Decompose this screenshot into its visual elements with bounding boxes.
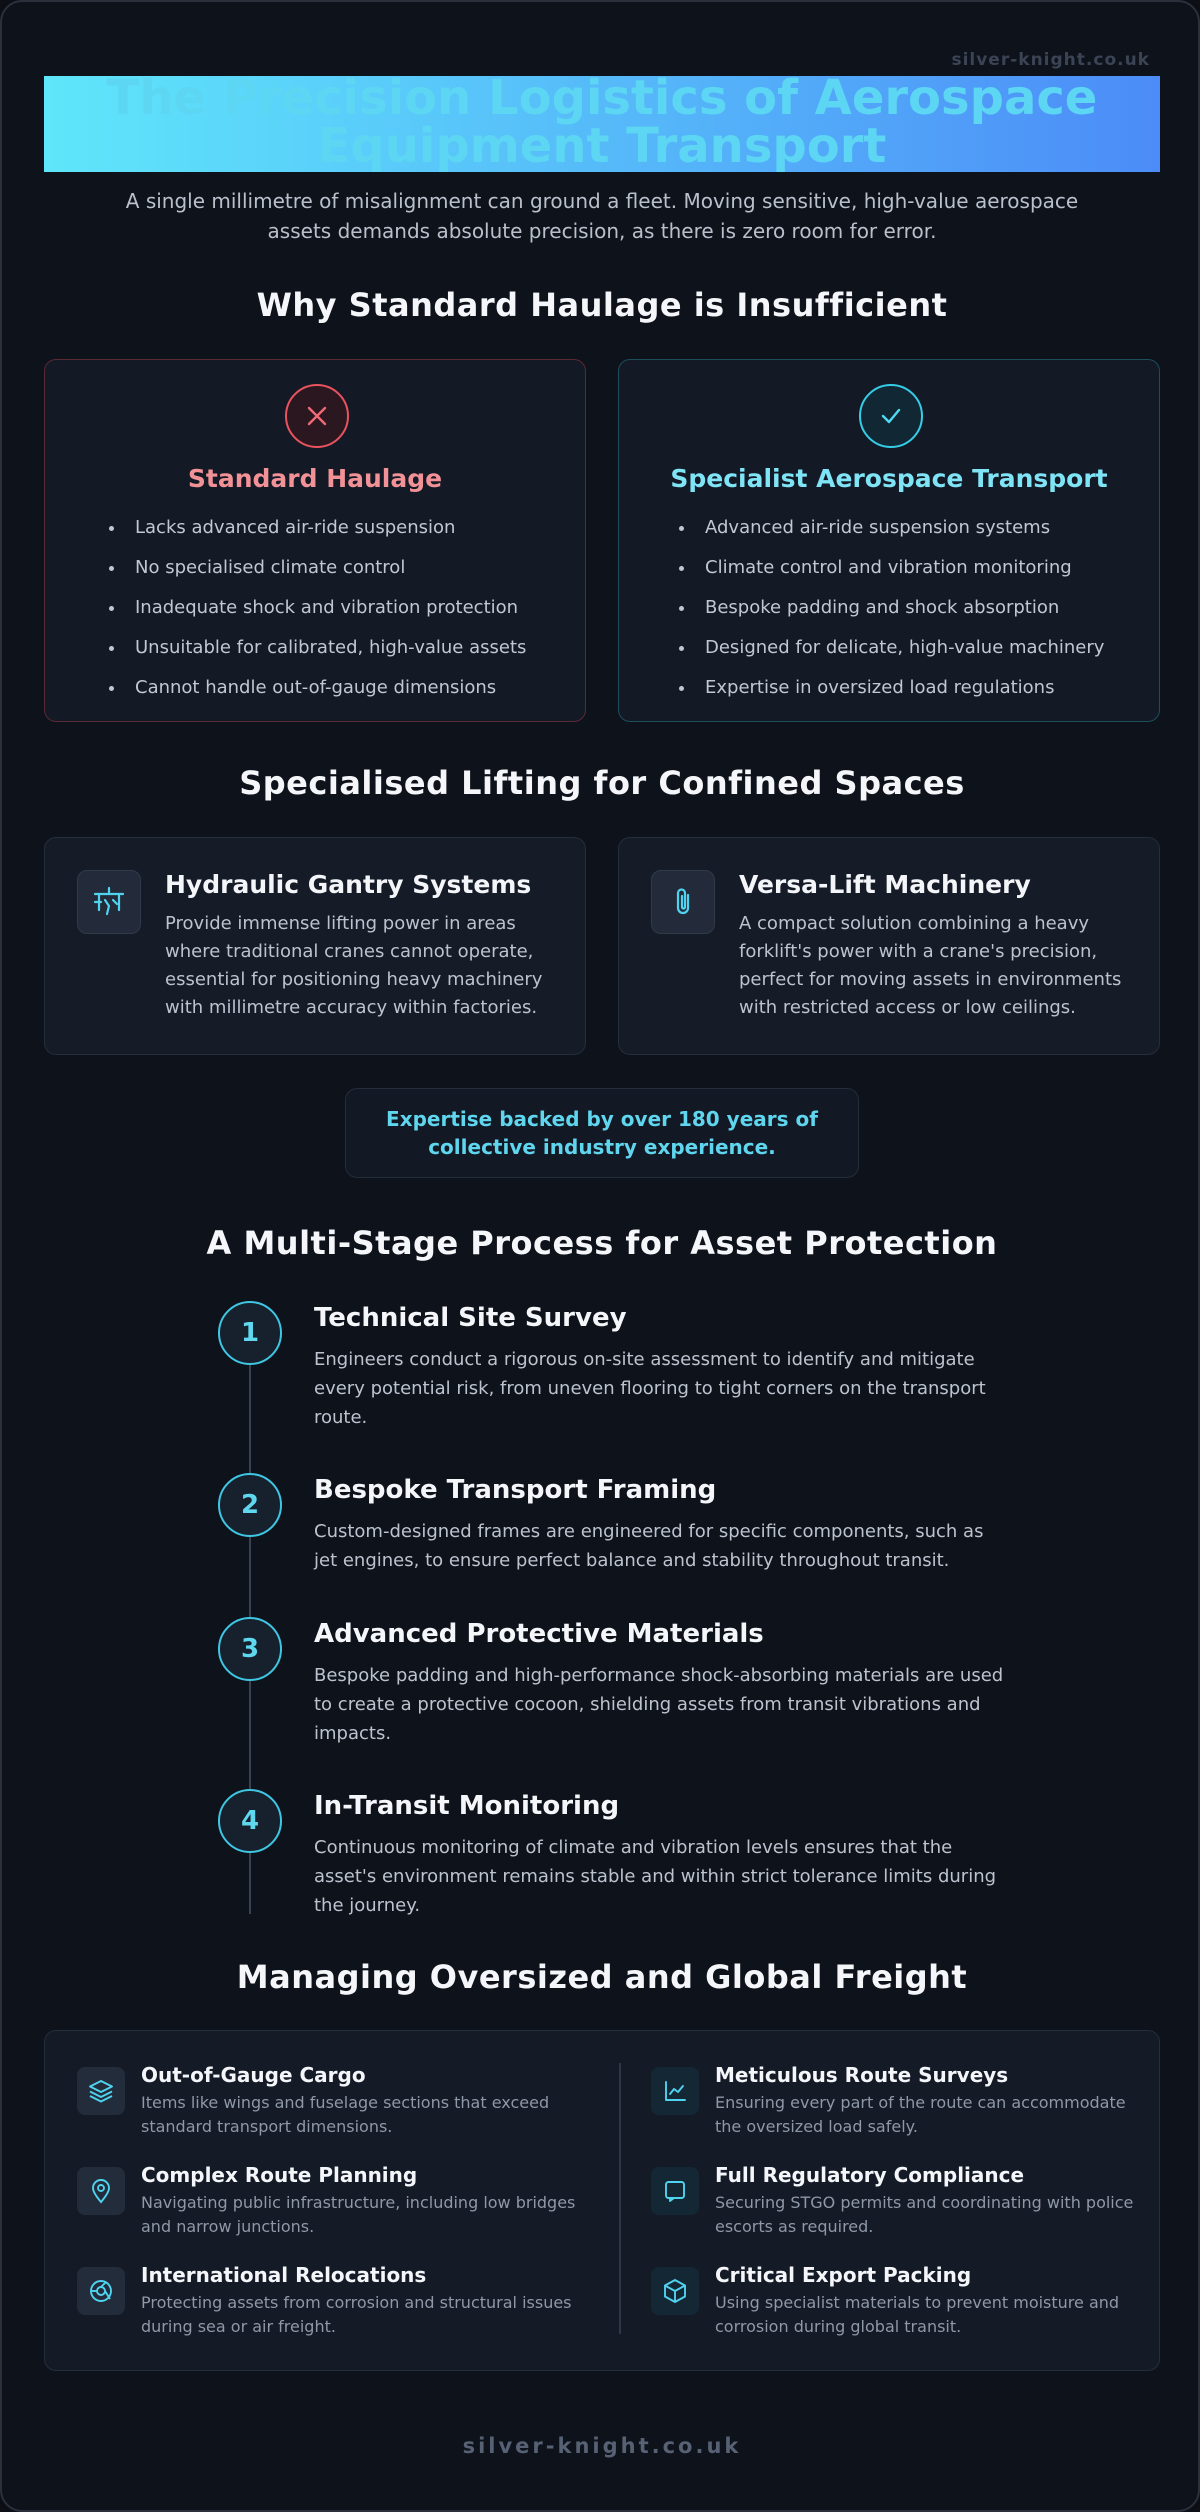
versa-lift-description: A compact solution combining a heavy forklift's power with a crane's precision, perfect for moving assets in environments with restricted access or low ceilings.	[739, 913, 1122, 1018]
step-title: Advanced Protective Materials	[314, 1619, 764, 1649]
comparison-section-title: Why Standard Haulage is Insufficient	[256, 286, 948, 324]
step-number-badge: 4	[218, 1789, 282, 1853]
freight-item-description: Items like wings and fuselage sections that exceed standard transport dimensions.	[141, 2093, 550, 2136]
list-item: Climate control and vibration monitoring	[677, 548, 1104, 588]
map-pin-icon	[77, 2167, 125, 2215]
specialist-transport-list	[677, 508, 1104, 708]
list-item: Lacks advanced air-ride suspension	[107, 508, 526, 548]
step-number-badge: 1	[218, 1301, 282, 1365]
freight-item-description: Protecting assets from corrosion and structural issues during sea or air freight.	[141, 2293, 572, 2336]
step-title: In-Transit Monitoring	[314, 1791, 620, 1821]
step-description: Bespoke padding and high-performance shock-absorbing materials are used to create a protective cocoon, shielding assets from transit vibrations and impacts.	[314, 1665, 1004, 1744]
freight-item-title: Complex Route Planning	[141, 2163, 418, 2187]
freight-item-description: Navigating public infrastructure, including low bridges and narrow junctions.	[141, 2193, 576, 2236]
list-item: Cannot handle out-of-gauge dimensions	[107, 668, 526, 708]
versa-lift-card	[618, 837, 1160, 1055]
footer-site-link[interactable]: silver-knight.co.uk	[462, 2434, 742, 2458]
globe-icon	[77, 2267, 125, 2315]
list-item: Unsuitable for calibrated, high-value assets	[107, 628, 526, 668]
freight-item-description: Ensuring every part of the route can accommodate the oversized load safely.	[715, 2093, 1126, 2136]
step-description: Engineers conduct a rigorous on-site assessment to identify and mitigate every potential risk, from uneven flooring to tight corners on the transport route.	[314, 1349, 986, 1428]
check-icon	[859, 384, 923, 448]
list-item: No specialised climate control	[107, 548, 526, 588]
site-watermark: silver-knight.co.uk	[951, 50, 1150, 70]
hero-banner	[44, 76, 1160, 172]
freight-item-description: Using specialist materials to prevent moisture and corrosion during global transit.	[715, 2293, 1120, 2336]
list-item: Designed for delicate, high-value machinery	[677, 628, 1104, 668]
step-number-badge: 3	[218, 1617, 282, 1681]
list-item: Expertise in oversized load regulations	[677, 668, 1104, 708]
freight-item-title: Meticulous Route Surveys	[715, 2063, 1009, 2087]
step-title: Bespoke Transport Framing	[314, 1475, 717, 1505]
freight-item-description: Securing STGO permits and coordinating with police escorts as required.	[715, 2193, 1134, 2236]
standard-haulage-title: Standard Haulage	[187, 464, 443, 493]
list-item: Advanced air-ride suspension systems	[677, 508, 1104, 548]
specialist-transport-card	[618, 359, 1160, 722]
gantry-title: Hydraulic Gantry Systems	[165, 870, 532, 899]
standard-haulage-list	[107, 508, 526, 708]
expertise-callout: Expertise backed by over 180 years of collective industry experience.	[345, 1088, 859, 1178]
line-chart-icon	[651, 2067, 699, 2115]
freight-item-title: Critical Export Packing	[715, 2263, 972, 2287]
box-icon	[651, 2267, 699, 2315]
x-icon	[285, 384, 349, 448]
step-title: Technical Site Survey	[314, 1303, 627, 1333]
list-item: Bespoke padding and shock absorption	[677, 588, 1104, 628]
versa-lift-title: Versa-Lift Machinery	[739, 870, 1031, 899]
paperclip-icon	[651, 870, 715, 934]
gantry-icon	[77, 870, 141, 934]
freight-card	[44, 2030, 1160, 2371]
intro-text: A single millimetre of misalignment can ground a fleet. Moving sensitive, high-value aerospace assets demands absolute precision, as there is zero room for error.	[125, 189, 1079, 243]
process-section-title: A Multi-Stage Process for Asset Protection	[206, 1224, 998, 1262]
layers-icon	[77, 2067, 125, 2115]
list-item: Inadequate shock and vibration protection	[107, 588, 526, 628]
step-number-badge: 2	[218, 1473, 282, 1537]
freight-item-title: International Relocations	[141, 2263, 427, 2287]
step-description: Continuous monitoring of climate and vibration levels ensures that the asset's environment remains stable and within strict tolerance limits during the journey.	[314, 1837, 997, 1916]
gantry-card	[44, 837, 586, 1055]
step-description: Custom-designed frames are engineered for specific components, such as jet engines, to ensure perfect balance and stability throughout transit.	[314, 1521, 984, 1571]
page-title: The Precision Logistics of Aerospace Equipment Transport	[106, 76, 1098, 172]
freight-section-title: Managing Oversized and Global Freight	[236, 1958, 968, 1996]
standard-haulage-card	[44, 359, 586, 722]
document-icon	[651, 2167, 699, 2215]
specialist-transport-title: Specialist Aerospace Transport	[670, 464, 1108, 493]
lifting-section-title: Specialised Lifting for Confined Spaces	[239, 764, 965, 802]
freight-item-title: Full Regulatory Compliance	[715, 2163, 1025, 2187]
column-divider	[619, 2063, 621, 2334]
freight-item-title: Out-of-Gauge Cargo	[141, 2063, 366, 2087]
gantry-description: Provide immense lifting power in areas where traditional cranes cannot operate, essential for positioning heavy machinery with millimetre accuracy within factories.	[165, 913, 543, 1018]
